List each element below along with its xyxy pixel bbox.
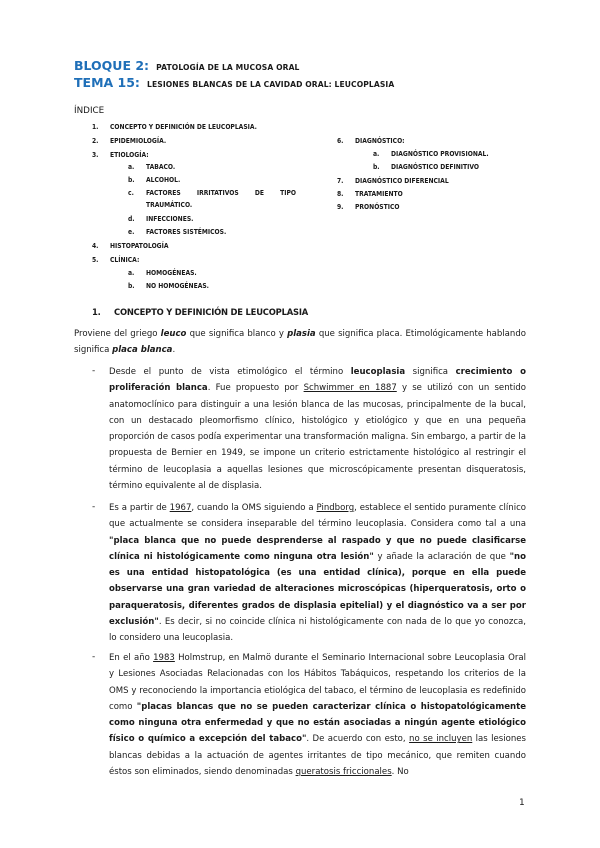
toc-left-item-number: c. <box>128 189 134 197</box>
intro-text: que significa placa. Etimológicamente hablando significa <box>74 329 526 356</box>
toc-right-item-label: DIAGNÓSTICO: <box>355 137 405 145</box>
toc-left-item-number: a. <box>128 163 135 171</box>
ref-1983: 1983 <box>153 653 175 663</box>
p2-text: y añade la aclaración de que <box>373 551 510 562</box>
section-1-number: 1. <box>92 307 101 317</box>
bullet-dash: - <box>92 652 96 662</box>
bullet-dash: - <box>92 502 96 512</box>
paragraph-1 <box>109 364 526 494</box>
toc-right-item-label: PRONÓSTICO <box>355 203 400 211</box>
p3-text: . No <box>391 766 409 777</box>
toc-left-item-label: HISTOPATOLOGÍA <box>110 242 169 250</box>
indice-title: ÍNDICE <box>74 106 105 116</box>
term-crecimiento: crecimiento o proliferación blanca <box>109 367 526 394</box>
toc-left-item-label: FACTORES IRRITATIVOS DE TIPO <box>146 189 296 197</box>
toc-right-item-label: DIAGNÓSTICO DEFINITIVO <box>391 163 479 171</box>
term-queratosis-friccionales: queratosis friccionales <box>295 766 392 777</box>
toc-right-item-label: TRATAMIENTO <box>355 190 403 198</box>
p3-text: Holmstrup, en Malmö durante el Seminario Internacional sobre Leucoplasia Oral y Lesiones Asociadas Relacionadas con los Hábitos Tabáquicos, respetando los criterios de la OMS y reconociendo la importancia etiológica del tabaco, el término de leucoplasia es redefinido como <box>109 653 526 712</box>
toc-left-item-label: HOMOGÉNEAS. <box>146 269 197 277</box>
toc-left-item-number: b. <box>128 176 135 184</box>
emph-no-se-incluyen: no se incluyen <box>409 734 473 745</box>
bullet-dash: - <box>92 366 96 376</box>
toc-left-item-label: INFECCIONES. <box>146 215 194 223</box>
p1-text: significa <box>405 367 456 377</box>
toc-left-item-number: e. <box>128 228 135 236</box>
toc-left-item-number: 5. <box>92 256 99 264</box>
toc-left-item-label: TABACO. <box>146 163 176 171</box>
toc-right-item-number: b. <box>373 163 380 171</box>
quote-oms-clarification: "no es una entidad histopatológica (es una entidad clínica), porque en ella puede observarse una gran variedad de alteraciones microscópicas (hiperqueratosis, orto o paraqueratosis, diferentes grados de displasia epitelial) y el diagnóstico va a ser por exclusión" <box>109 551 526 627</box>
p2-text: , establece el sentido puramente clínico que actualmente se considera inseparable del término leucoplasia. Considera como tal a una <box>109 503 526 530</box>
tema-line <box>74 72 394 91</box>
ref-1967: 1967 <box>169 503 192 513</box>
toc-left-item-label: ALCOHOL. <box>146 176 181 184</box>
toc-right-item-number: 8. <box>337 190 344 198</box>
toc-right-item-number: 7. <box>337 177 344 185</box>
toc-left-item-number: 3. <box>92 151 99 159</box>
intro-text: Proviene del griego <box>74 329 161 339</box>
intro-text: que significa blanco y <box>186 329 288 339</box>
p2-text: . Es decir, si no coincide clínica ni histológicamente con nada de lo que yo conozca, lo considero una leucoplasia. <box>109 616 526 643</box>
ref-schwimmer: Schwimmer en 1887 <box>303 383 397 394</box>
p1-text: y se utilizó con un sentido anatomoclínico para distinguir a una lesión blanca de las mucosas, principalmente de la bucal, con un destacado pleomorfismo clínico, histológico y etiológico y que en una pequeña proporción de casos podía experimentar una transformación maligna. Sin embargo, a partir de la propuesta de Bernier en 1949, se impone un criterio estrictamente histológico al restringir el término de leucoplasia a aquellas lesiones que microscópicamente presentan disqueratosis, término equivalente al de displasia. <box>109 383 526 491</box>
quote-holmstrup-definition: "placas blancas que no se pueden caracterizar clínica o histopatológicamente como ninguna otra enfermedad y que no están asociadas a ningún agente etiológico físico o químico a excepción del tabaco" <box>109 701 526 745</box>
p3-text: . De acuerdo con esto, <box>306 734 410 745</box>
bloque-title: PATOLOGÍA DE LA MUCOSA ORAL <box>156 63 300 72</box>
term-leuco: leuco <box>160 329 187 339</box>
toc-right-item-label: DIAGNÓSTICO PROVISIONAL. <box>391 150 489 158</box>
toc-right-item-number: a. <box>373 150 380 158</box>
toc-right-item-number: 9. <box>337 203 344 211</box>
page-number: 1 <box>519 798 525 808</box>
paragraph-3 <box>109 650 526 780</box>
term-placa-blanca: placa blanca <box>112 345 173 356</box>
term-plasia: plasia <box>287 329 316 339</box>
tema-label: TEMA 15: <box>74 75 140 90</box>
toc-left-item-label: EPIDEMIOLOGÍA. <box>110 137 167 145</box>
toc-left-item-number: 2. <box>92 137 99 145</box>
toc-left-item-number: 4. <box>92 242 99 250</box>
toc-left-item-label: CLÍNICA: <box>110 256 140 264</box>
toc-left-item-number: d. <box>128 215 135 223</box>
quote-oms-definition: "placa blanca que no puede desprenderse al raspado y que no puede clasificarse clínica ni histológicamente como ninguna otra lesión" <box>109 535 526 562</box>
toc-left-item-label: NO HOMOGÉNEAS. <box>146 282 209 290</box>
p3-text: En el año <box>109 653 154 663</box>
toc-left-item-label: TRAUMÁTICO. <box>146 201 193 209</box>
intro-paragraph <box>74 326 526 359</box>
p1-text: Desde el punto de vista etimológico el término <box>109 367 351 377</box>
toc-right-item-number: 6. <box>337 137 344 145</box>
section-1-title: CONCEPTO Y DEFINICIÓN DE LEUCOPLASIA <box>114 307 309 317</box>
toc-left-item-label: ETIOLOGÍA: <box>110 151 149 159</box>
tema-title: LESIONES BLANCAS DE LA CAVIDAD ORAL: LEUCOPLASIA <box>147 80 395 89</box>
p3-text: las lesiones blancas debidas a la actuación de agentes irritantes de tipo mecánico, que remiten cuando éstos son eliminados, siendo denominadas <box>109 734 526 777</box>
toc-left-item-label: CONCEPTO Y DEFINICIÓN DE LEUCOPLASIA. <box>110 123 257 131</box>
p1-text: . Fue propuesto por <box>207 383 304 394</box>
term-leucoplasia: leucoplasia <box>350 367 406 377</box>
bloque-label: BLOQUE 2: <box>74 58 150 73</box>
toc-right-item-label: DIAGNÓSTICO DIFERENCIAL <box>355 177 449 185</box>
toc-left-item-number: a. <box>128 269 135 277</box>
paragraph-2 <box>109 500 526 646</box>
p2-text: , cuando la OMS siguiendo a <box>191 503 317 513</box>
p2-text: Es a partir de <box>109 503 170 513</box>
toc-left-item-number: b. <box>128 282 135 290</box>
toc-left-item-number: 1. <box>92 123 99 131</box>
intro-text: . <box>172 345 176 356</box>
ref-pindborg: Pindborg <box>316 503 355 513</box>
toc-left-item-label: FACTORES SISTÉMICOS. <box>146 228 227 236</box>
